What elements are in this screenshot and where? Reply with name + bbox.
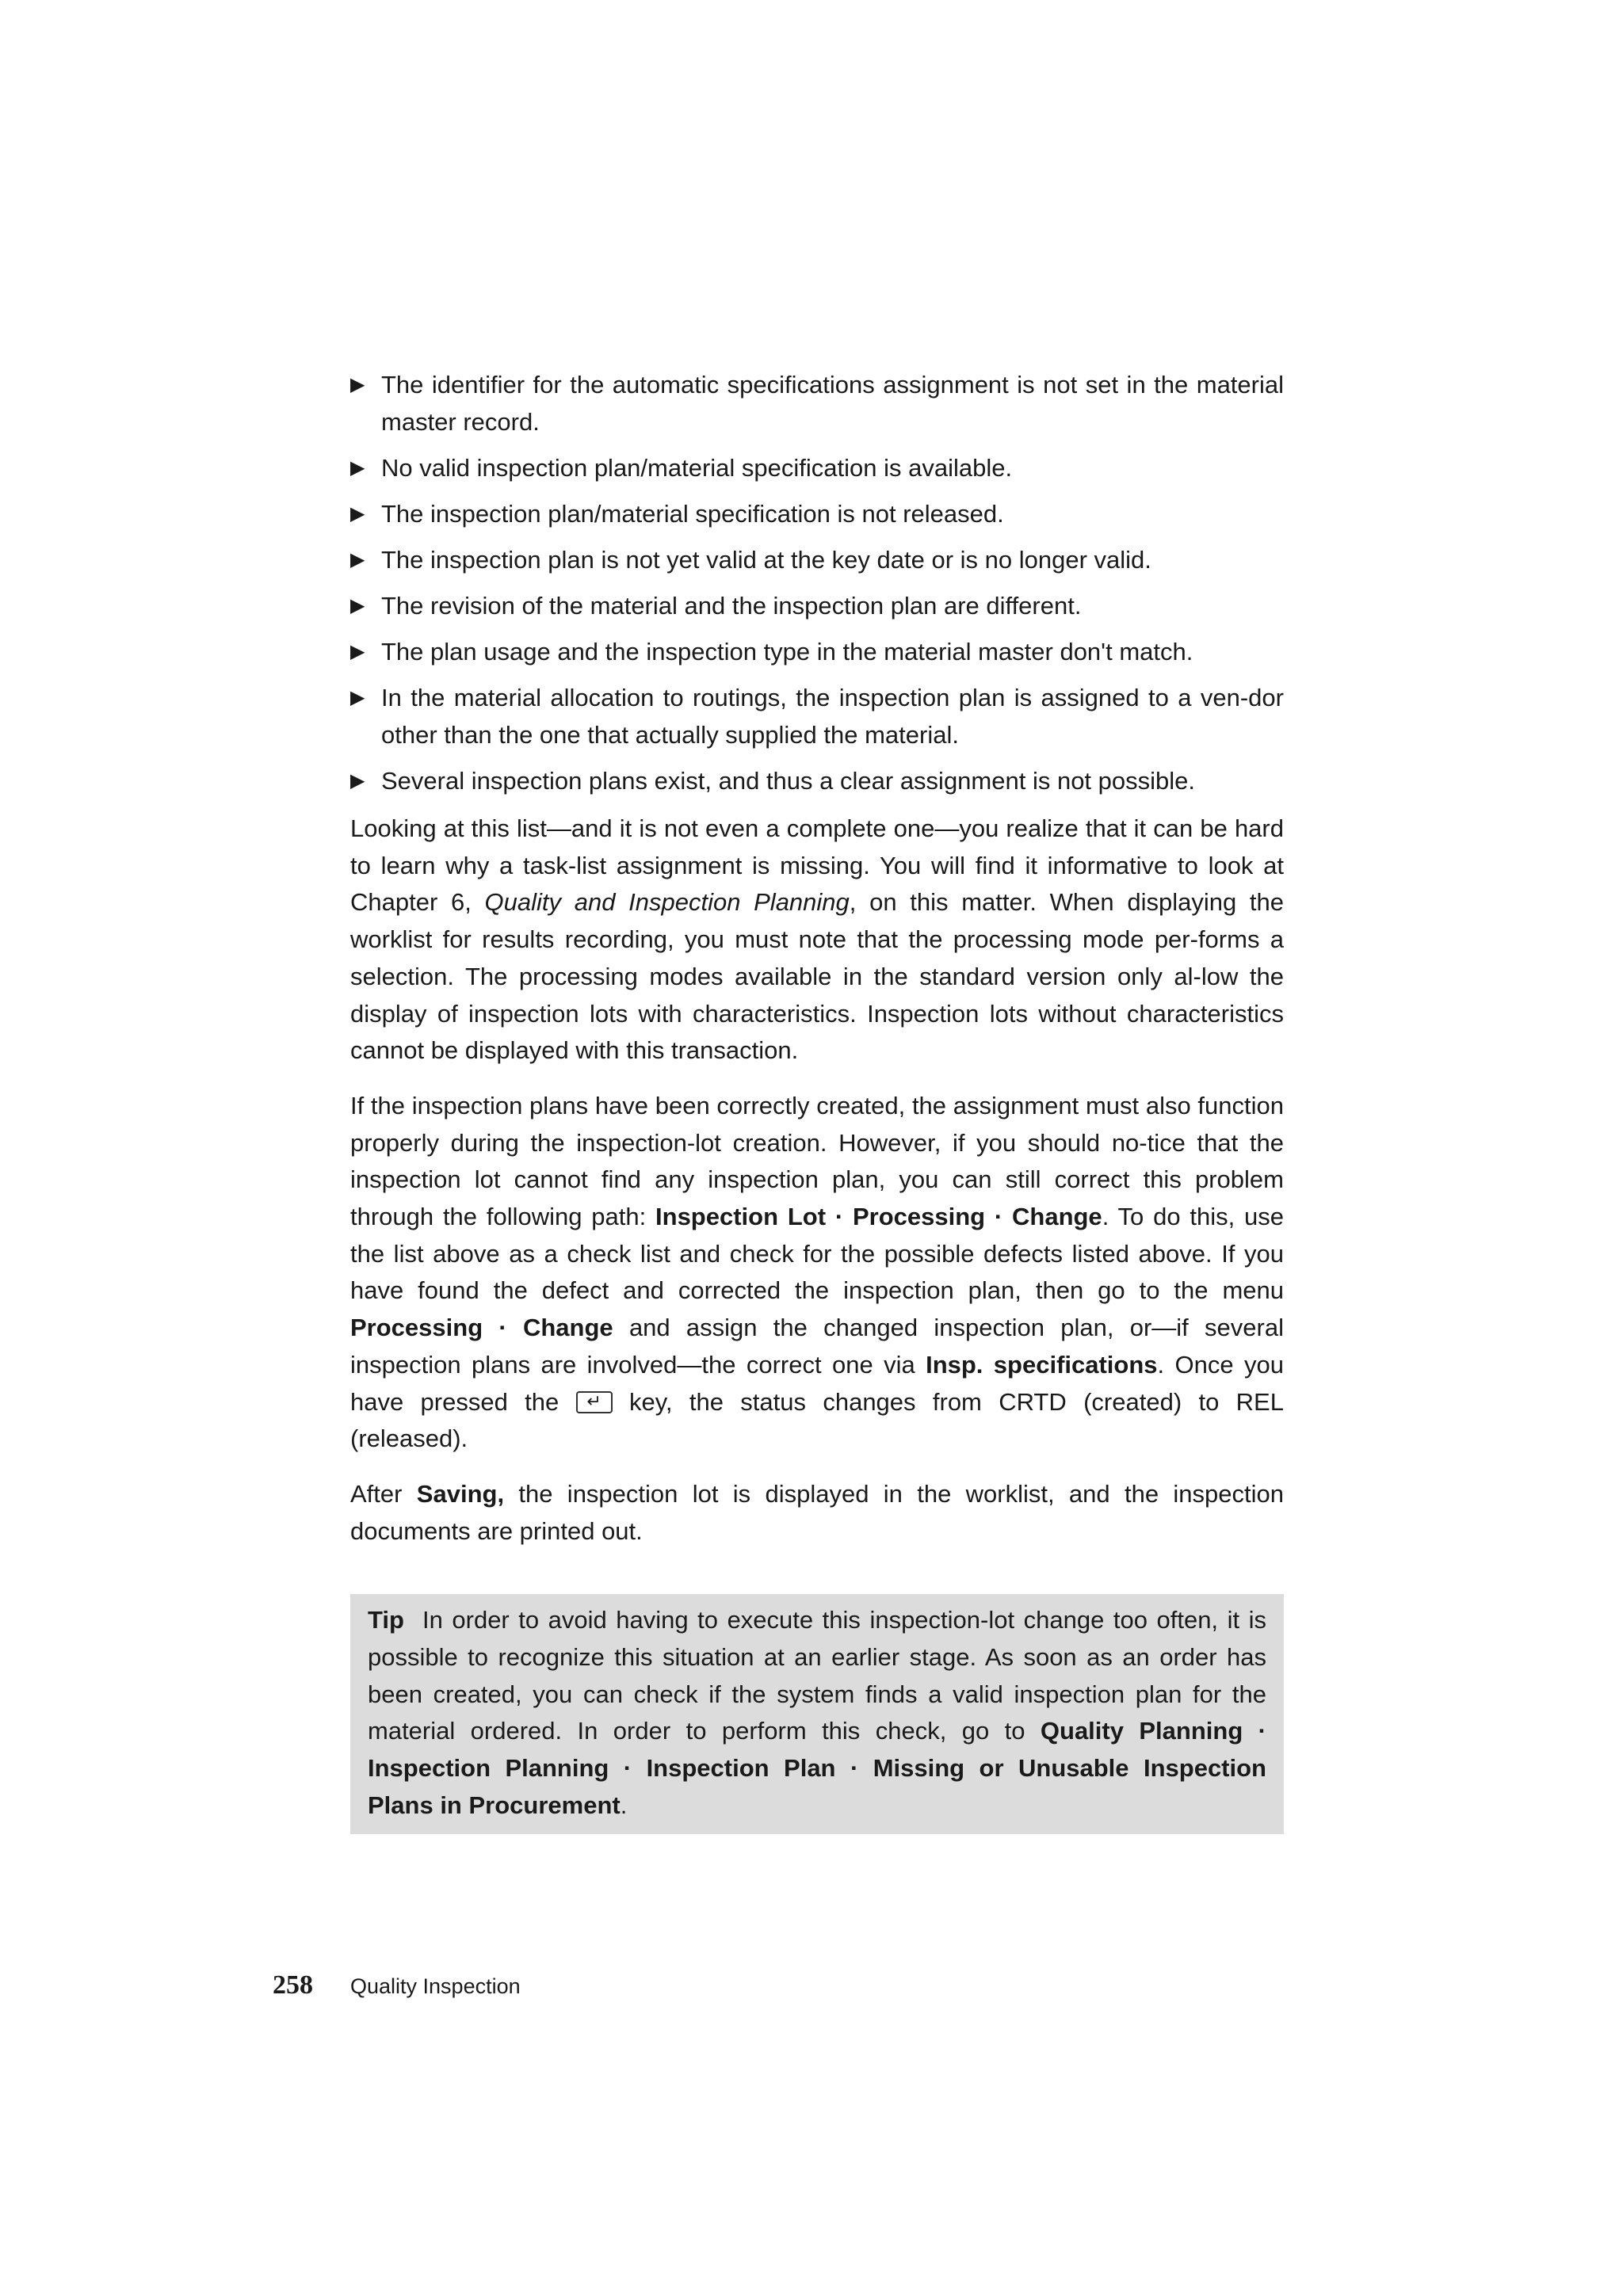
list-item: ▶ The plan usage and the inspection type in the material master don't match. xyxy=(350,633,1284,670)
running-head: Quality Inspection xyxy=(350,1974,521,1998)
triangle-bullet-icon: ▶ xyxy=(350,549,365,570)
list-item: ▶ In the material allocation to routings, the inspection plan is assigned to a ven-dor other than the one that actually supplied the material. xyxy=(350,679,1284,753)
triangle-bullet-icon: ▶ xyxy=(350,595,365,616)
tip-box: Tip In order to avoid having to execute this inspection-lot change too often, it is possible to recognize this situation at an earlier stage. As soon as an order has been created, you can check if the system finds a valid inspection plan for the material ordered. In order to perform this check, go to Quality Planning · Inspection Planning · Inspection Plan · Missing or Unusable Inspection Plans in Procurement. xyxy=(350,1594,1284,1833)
paragraph-list-discussion: Looking at this list—and it is not even a complete one—you realize that it can be hard to learn why a task-list assignment is missing. You will find it informative to look at Chapter 6, Quality and Inspection Planning, on this matter. When displaying the worklist for results recording, you must note that the processing mode per-forms a selection. The processing modes available in the standard version only al-low the display of inspection lots with characteristics. Inspection lots without characteristics cannot be displayed with this transaction. xyxy=(350,814,1284,1065)
tip-label: Tip xyxy=(368,1606,404,1634)
triangle-bullet-icon: ▶ xyxy=(350,687,365,708)
page-body xyxy=(350,366,1284,1834)
menu-path-insp-specifications: Insp. specifications xyxy=(926,1350,1158,1379)
paragraph-saving: After Saving, the inspection lot is displayed in the worklist, and the inspection documents are printed out. xyxy=(350,1479,1284,1545)
page-footer xyxy=(273,1970,521,2002)
list-item: ▶ Several inspection plans exist, and thus a clear assignment is not possible. xyxy=(350,762,1284,799)
list-item: ▶ The inspection plan is not yet valid at the key date or is no longer valid. xyxy=(350,541,1284,578)
cause-list xyxy=(350,366,1284,799)
list-item: ▶ The inspection plan/material specification is not released. xyxy=(350,495,1284,532)
triangle-bullet-icon: ▶ xyxy=(350,503,365,524)
paragraph-correction-path: If the inspection plans have been correctly created, the assignment must also function properly during the inspection-lot creation. However, if you should no-tice that the inspection lot cannot find any inspection plan, you can still correct this problem through the following path: Inspection Lot · Processing · Change. To do this, use the list above as a check list and check for the possible defects listed above. If you have found the defect and corrected the inspection plan, then go to the menu Processing · Change and assign the changed inspection plan, or—if several inspection plans are involved—the correct one via Insp. specifications. Once you have pressed the ↵ key, the status changes from CRTD (created) to REL (released). xyxy=(350,1091,1284,1453)
list-item: ▶ The identifier for the automatic specifications assignment is not set in the material master record. xyxy=(350,366,1284,441)
list-item: ▶ The revision of the material and the inspection plan are different. xyxy=(350,587,1284,624)
list-item: ▶ No valid inspection plan/material specification is available. xyxy=(350,449,1284,486)
triangle-bullet-icon: ▶ xyxy=(350,374,365,395)
menu-path-processing-change: Processing · Change xyxy=(350,1314,613,1342)
triangle-bullet-icon: ▶ xyxy=(350,457,365,479)
triangle-bullet-icon: ▶ xyxy=(350,641,365,662)
enter-key-icon: ↵ xyxy=(576,1391,613,1413)
triangle-bullet-icon: ▶ xyxy=(350,770,365,791)
page-number: 258 xyxy=(273,1970,313,2000)
saving-term: Saving, xyxy=(416,1479,505,1508)
menu-path-inspection-lot: Inspection Lot · Processing · Change xyxy=(655,1203,1102,1231)
chapter-title-reference: Quality and Inspection Planning xyxy=(484,888,850,917)
menu-path-quality-planning: Quality Planning · Inspection Planning · Inspection Plan · Missing or Unusable Inspection Plans in Procurement xyxy=(368,1717,1267,1819)
